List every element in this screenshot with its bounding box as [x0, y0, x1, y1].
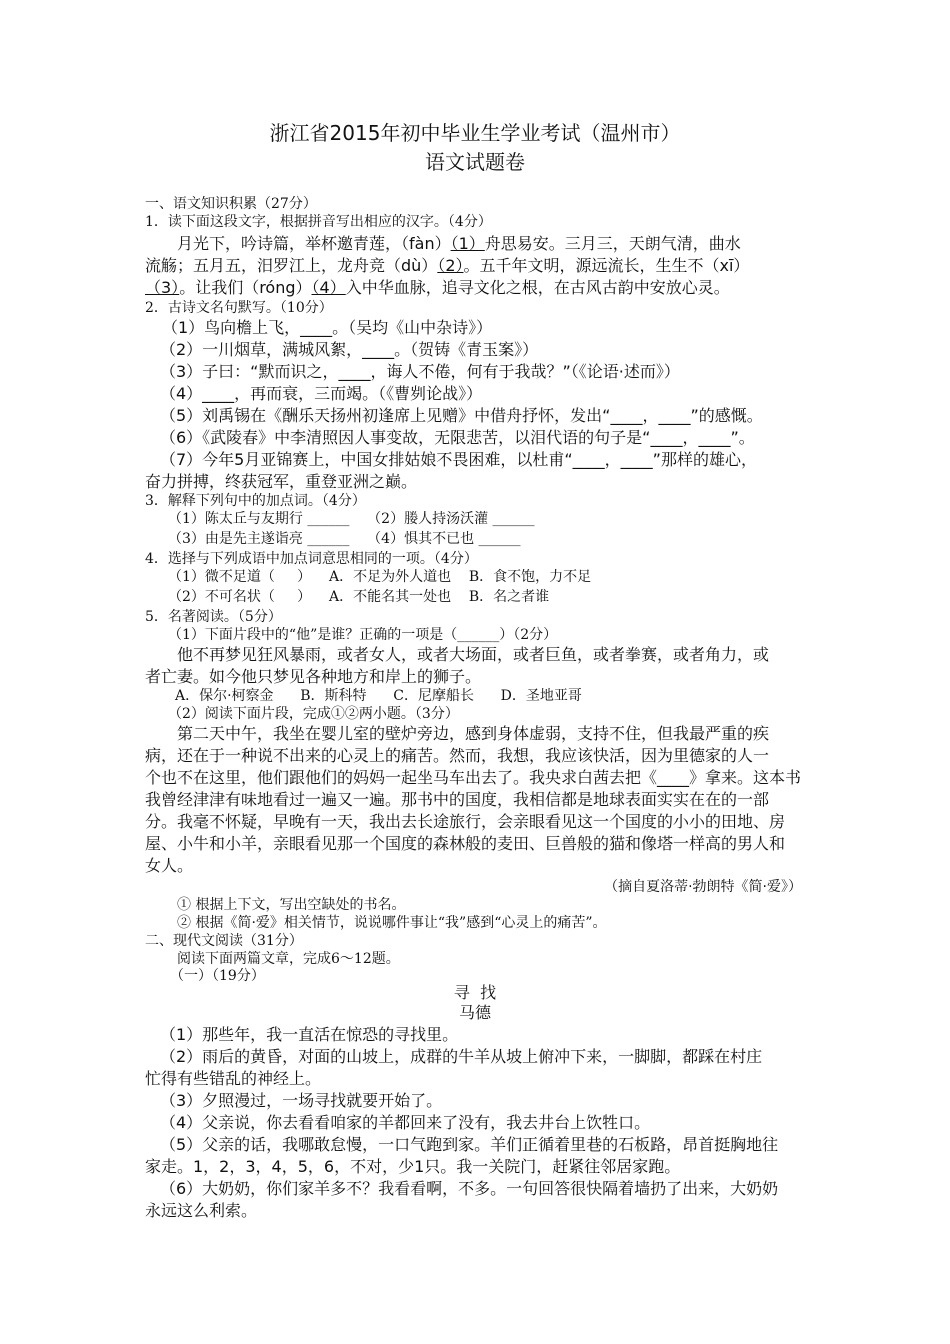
article-paragraph: 永远这么利索。 — [145, 1201, 258, 1220]
article-title: 寻 找 — [453, 983, 497, 1002]
question-prompt: 3．解释下列句中的加点词。（4分） — [145, 493, 366, 509]
blank-3: （3） — [145, 278, 180, 297]
page-subtitle: 语文试题卷 — [425, 150, 525, 174]
q3-row: （3）由是先主遂诣亮 ______ （4）惧其不已也 ______ — [168, 531, 521, 547]
q1-line-1: 月光下，吟诗篇，举杯邀青莲，（fàn）（1）舟思易安。三月三，天朗气清，曲水 — [177, 234, 741, 253]
q5-options: A．保尔·柯察金 B．斯科特 C．尼摩船长 D．圣地亚哥 — [175, 688, 582, 704]
article-paragraph: 忙得有些错乱的神经上。 — [145, 1069, 322, 1088]
q3-row: （1）陈太丘与友期行 ______ （2）媵人持汤沃灌 ______ — [168, 511, 535, 527]
excerpt-line: 他不再梦见狂风暴雨，或者女人，或者大场面，或者巨鱼，或者拳赛，或者角力，或 — [177, 645, 770, 664]
article-author: 马德 — [458, 1003, 491, 1022]
blank-2: （2） — [437, 256, 464, 275]
q5-sub: （1）下面片段中的“他”是谁？正确的一项是（______）（2分） — [168, 627, 558, 643]
article-paragraph: （6）大奶奶，你们家羊多不？我看看啊，不多。一句回答很快隔着墙扔了出来，大奶奶 — [160, 1179, 779, 1198]
page-title: 浙江省2015年初中毕业生学业考试（温州市） — [269, 121, 681, 145]
excerpt-source: （摘自夏洛蒂·勃朗特《简·爱》） — [604, 879, 802, 895]
excerpt-line: 我曾经津津有味地看过一遍又一遍。那书中的国度，我相信都是地球表面实实在在的一部 — [145, 790, 770, 809]
article-paragraph: （5）父亲的话，我哪敢怠慢，一口气跑到家。羊们正循着里巷的石板路，昂首挺胸地往 — [160, 1135, 779, 1154]
part-label: （一）（19分） — [170, 968, 265, 984]
q5-subquestion: ② 根据《简·爱》相关情节，说说哪件事让“我”感到“心灵上的痛苦”。 — [177, 915, 607, 931]
section-intro: 阅读下面两篇文章，完成6～12题。 — [177, 951, 400, 967]
article-paragraph: （4）父亲说，你去看看咱家的羊都回来了没有，我去井台上饮牲口。 — [160, 1113, 651, 1132]
poem-item: （6）《武陵春》中李清照因人事变故，无限悲苦，以泪代语的句子是“____，____”。 — [160, 428, 755, 447]
excerpt-line: 第二天中午，我坐在婴儿室的壁炉旁边，感到身体虚弱，支持不住，但我最严重的疾 — [177, 724, 770, 743]
question-prompt: 2．古诗文名句默写。（10分） — [145, 300, 333, 316]
question-prompt: 4．选择与下列成语中加点词意思相同的一项。（4分） — [145, 551, 478, 567]
q4-row: （2）不可名状（ ） A．不能名其一处也 B．名之者谁 — [168, 589, 550, 605]
blank-4: （4） — [311, 278, 346, 297]
article-paragraph: （3）夕照漫过，一场寻找就要开始了。 — [160, 1091, 443, 1110]
article-paragraph: 家走。1，2，3，4，5，6，不对，少1只。我一关院门，赶紧往邻居家跑。 — [145, 1157, 681, 1176]
excerpt-line: 个也不在这里，他们跟他们的妈妈一起坐马车出去了。我央求白茜去把《____》拿来。这本书 — [145, 768, 802, 787]
poem-item: （2）一川烟草，满城风絮，____。（贺铸《青玉案》） — [160, 340, 539, 359]
excerpt-line: 分。我毫不怀疑，早晚有一天，我出去长途旅行，会亲眼看见这一个国度的小小的田地、房 — [145, 812, 786, 831]
q1-line-2: 流觞；五月五，汨罗江上，龙舟竞（dù）（2）。五千年文明，源远流长，生生不（xī） — [145, 256, 750, 275]
poem-item: （5）刘禹锡在《酬乐天扬州初逢席上见赠》中借舟抒怀，发出“____，____”的感慨。 — [160, 406, 763, 425]
excerpt-line: 女人。 — [145, 856, 194, 875]
q1-line-3: （3）。让我们（róng）（4）入中华血脉，追寻文化之根，在古风古韵中安放心灵。 — [145, 278, 730, 297]
section-heading: 二、现代文阅读（31分） — [145, 933, 303, 949]
excerpt-line: 屋、小牛和小羊，亲眼看见那一个国度的森林般的麦田、巨兽般的猫和像塔一样高的男人和 — [145, 834, 786, 853]
excerpt-line: 病，还在于一种说不出来的心灵上的痛苦。然而，我想，我应该快活，因为里德家的人一 — [145, 746, 770, 765]
poem-item: （3）子曰：“默而识之，____，诲人不倦，何有于我哉？”（《论语·述而》） — [160, 362, 680, 381]
q5-sub: （2）阅读下面片段，完成①②两小题。（3分） — [168, 706, 459, 722]
poem-item: （1）鸟向檐上飞，____。（吴均《山中杂诗》） — [162, 318, 493, 337]
article-paragraph: （1）那些年，我一直活在惊恐的寻找里。 — [160, 1025, 459, 1044]
article-paragraph: （2）雨后的黄昏，对面的山坡上，成群的牛羊从坡上俯冲下来，一脚脚，都踩在村庄 — [160, 1047, 763, 1066]
q4-row: （1）微不足道（ ） A．不足为外人道也 B．食不饱，力不足 — [168, 569, 592, 585]
poem-item: （7）今年5月亚锦赛上，中国女排姑娘不畏困难，以杜甫“____，____”那样的雄心， — [160, 450, 757, 469]
section-heading: 一、语文知识积累（27分） — [145, 196, 317, 212]
excerpt-line: 者亡妻。如今他只梦见各种地方和岸上的狮子。 — [145, 667, 482, 686]
question-prompt: 5．名著阅读。（5分） — [145, 609, 282, 625]
poem-item-continued: 奋力拼搏，终获冠军，重登亚洲之巅。 — [145, 472, 418, 491]
poem-item: （4）____，再而衰，三而竭。（《曹刿论战》） — [160, 384, 483, 403]
question-prompt: 1．读下面这段文字，根据拼音写出相应的汉字。（4分） — [145, 214, 492, 230]
q5-subquestion: ① 根据上下文，写出空缺处的书名。 — [177, 897, 406, 913]
blank-1: （1） — [450, 234, 485, 253]
